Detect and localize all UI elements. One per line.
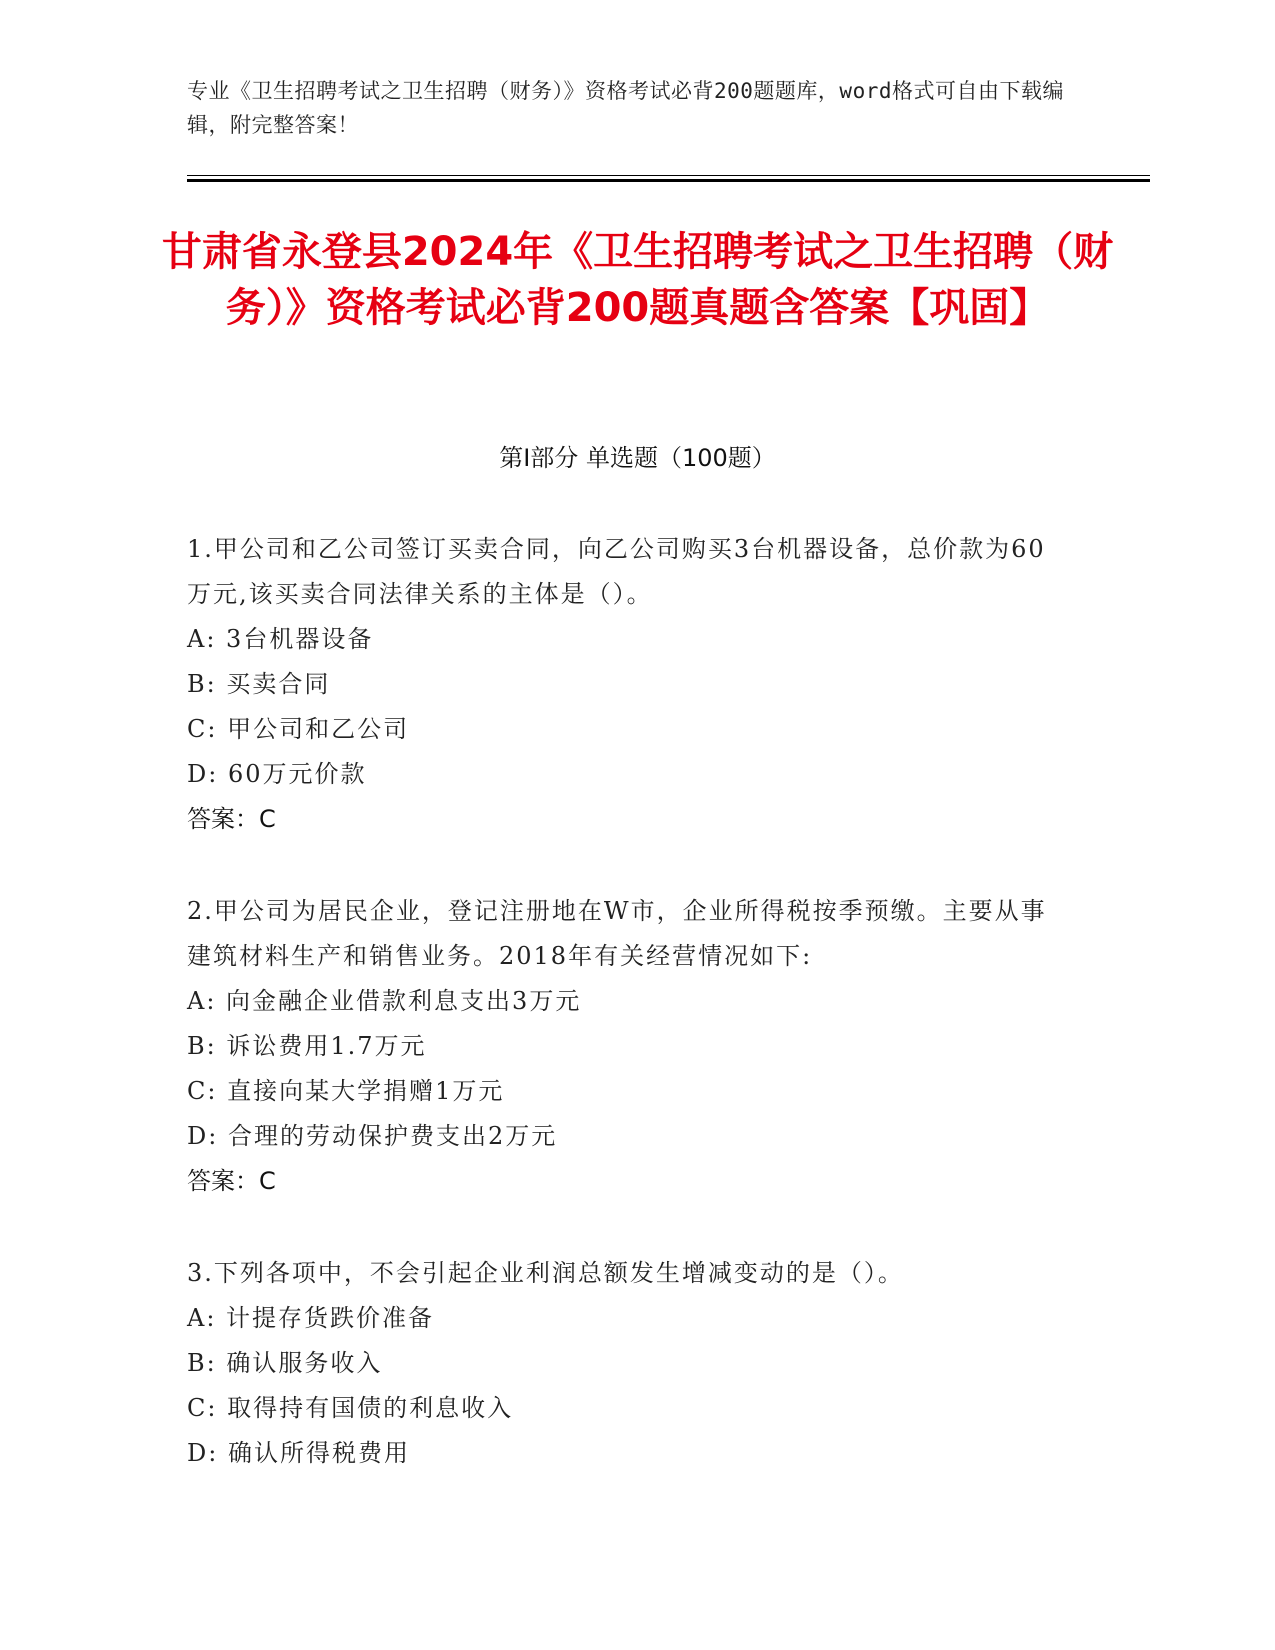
question-item: [187, 527, 1067, 842]
question-option-c: C: 甲公司和乙公司: [187, 715, 410, 743]
question-list: [187, 527, 1067, 1523]
question-item: [187, 1251, 1067, 1476]
question-stem: 1.甲公司和乙公司签订买卖合同，向乙公司购买3台机器设备，总价款为60万元,该买卖合同法律关系的主体是（）。: [187, 535, 1046, 608]
question-option-d: D: 合理的劳动保护费支出2万元: [187, 1122, 558, 1150]
section-heading: 第Ⅰ部分 单选题（100题）: [499, 444, 776, 472]
question-option-d: D: 确认所得税费用: [187, 1439, 410, 1467]
question-option-a: A: 计提存货跌价准备: [187, 1304, 435, 1332]
question-stem: 2.甲公司为居民企业，登记注册地在W市，企业所得税按季预缴。主要从事建筑材料生产和销售业务。2018年有关经营情况如下:: [187, 897, 1047, 970]
question-answer: 答案：C: [187, 805, 276, 833]
question-item: [187, 889, 1067, 1204]
question-option-b: B: 确认服务收入: [187, 1349, 383, 1377]
question-option-a: A: 向金融企业借款利息支出3万元: [187, 987, 582, 1015]
question-option-c: C: 取得持有国债的利息收入: [187, 1394, 514, 1422]
question-option-c: C: 直接向某大学捐赠1万元: [187, 1077, 505, 1105]
question-option-d: D: 60万元价款: [187, 760, 367, 788]
question-option-b: B: 诉讼费用1.7万元: [187, 1032, 427, 1060]
question-option-a: A: 3台机器设备: [187, 625, 374, 653]
question-stem: 3.下列各项中，不会引起企业利润总额发生增减变动的是（）。: [187, 1259, 904, 1287]
header-divider-thick: [187, 179, 1150, 182]
document-title: 甘肃省永登县2024年《卫生招聘考试之卫生招聘（财务）》资格考试必背200题真题含答案【巩固】: [161, 229, 1114, 331]
question-answer: 答案：C: [187, 1167, 276, 1195]
question-option-b: B: 买卖合同: [187, 670, 331, 698]
header-divider-thin: [187, 175, 1150, 176]
header-note: 专业《卫生招聘考试之卫生招聘（财务）》资格考试必背200题题库，word格式可自由下载编辑，附完整答案！: [187, 79, 1064, 137]
